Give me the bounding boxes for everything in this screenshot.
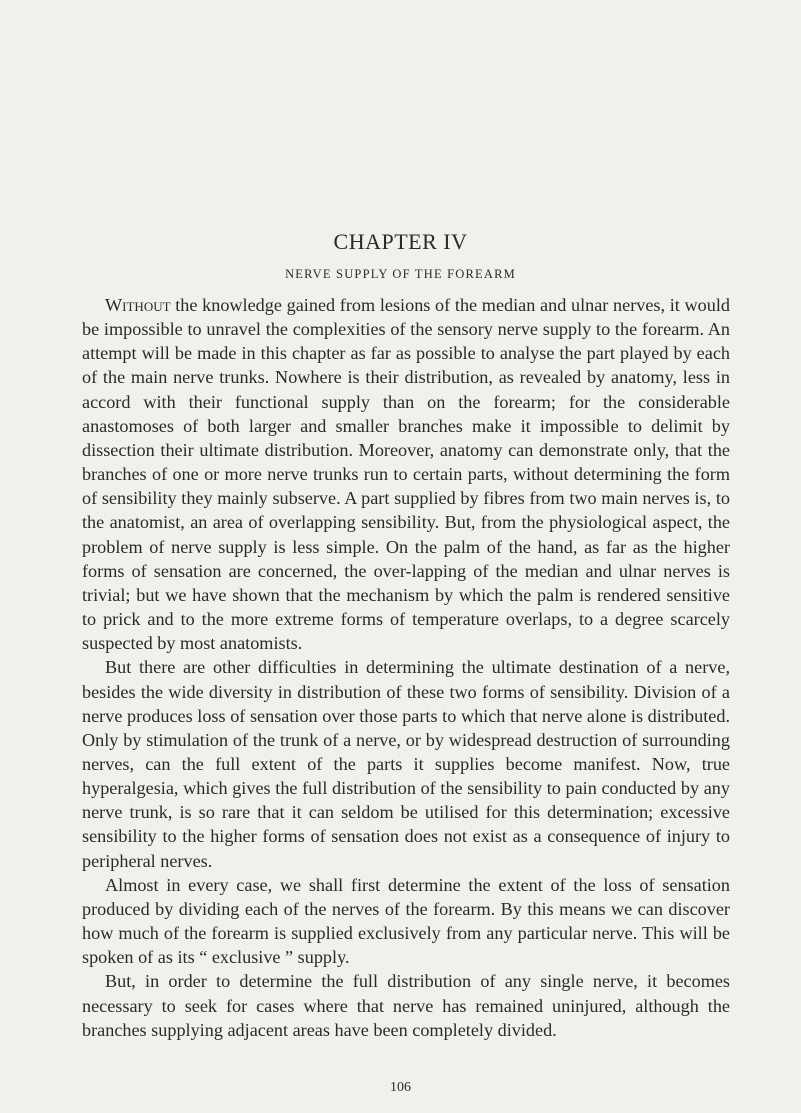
page-number: 106 (390, 1080, 411, 1095)
chapter-subtitle: NERVE SUPPLY OF THE FOREARM (285, 267, 516, 281)
paragraph-lead-word: Without (105, 295, 171, 315)
paragraph: Almost in every case, we shall first determine the extent of the loss of sensation produced by dividing each of the nerves of the forearm. By this means we can discover how much of the forearm is supplied exclusively from any particular nerve. This will be spoken of as its “ exclusive ” supply. (82, 874, 730, 968)
paragraph-text: the knowledge gained from lesions of the median and ulnar nerves, it would be impossible to unravel the complexities of the sensory nerve supply to the forearm. An attempt will be made in this chapter as far as possible to analyse the part played by each of the main nerve trunks. Nowhere is their distribution, as revealed by anatomy, less in accord with their functional supply than on the forearm; for the considerable anastomoses of both larger and smaller branches make it impossible to delimit by dissection their ultimate distribution. Moreover, anatomy can demonstrate only, that the branches of one or more nerve trunks run to certain parts, without determining the form of sensibility they mainly subserve. A part supplied by fibres from two main nerves is, to the anatomist, an area of overlapping sensibility. But, from the physiological aspect, the problem of nerve supply is less simple. On the palm of the hand, as far as the higher forms of sensation are concerned, the over-lapping of the median and ulnar nerves is trivial; but we have shown that the mechanism by which the palm is rendered sensitive to prick and to the more extreme forms of temperature overlaps, to a degree scarcely suspected by most anatomists. (82, 295, 730, 654)
paragraph: But there are other difficulties in determining the ultimate destination of a nerve, besides the wide diversity in distribution of these two forms of sensibility. Division of a nerve produces loss of sensation over those parts to which that nerve alone is distributed. Only by stimulation of the trunk of a nerve, or by widespread destruction of surrounding nerves, can the full extent of the parts it supplies become manifest. Now, true hyperalgesia, which gives the full distribution of the sensibility to pain conducted by any nerve trunk, is so rare that it can seldom be utilised for this determination; excessive sensibility to the higher forms of sensation does not exist as a consequence of injury to peripheral nerves. (82, 657, 730, 871)
body-text (82, 293, 730, 1042)
paragraph (82, 293, 730, 655)
paragraph: But, in order to determine the full distribution of any single nerve, it becomes necessary to seek for cases where that nerve has remained uninjured, although the branches supplying adjacent areas have been completely divided. (82, 971, 730, 1040)
chapter-title: CHAPTER IV (333, 229, 468, 254)
